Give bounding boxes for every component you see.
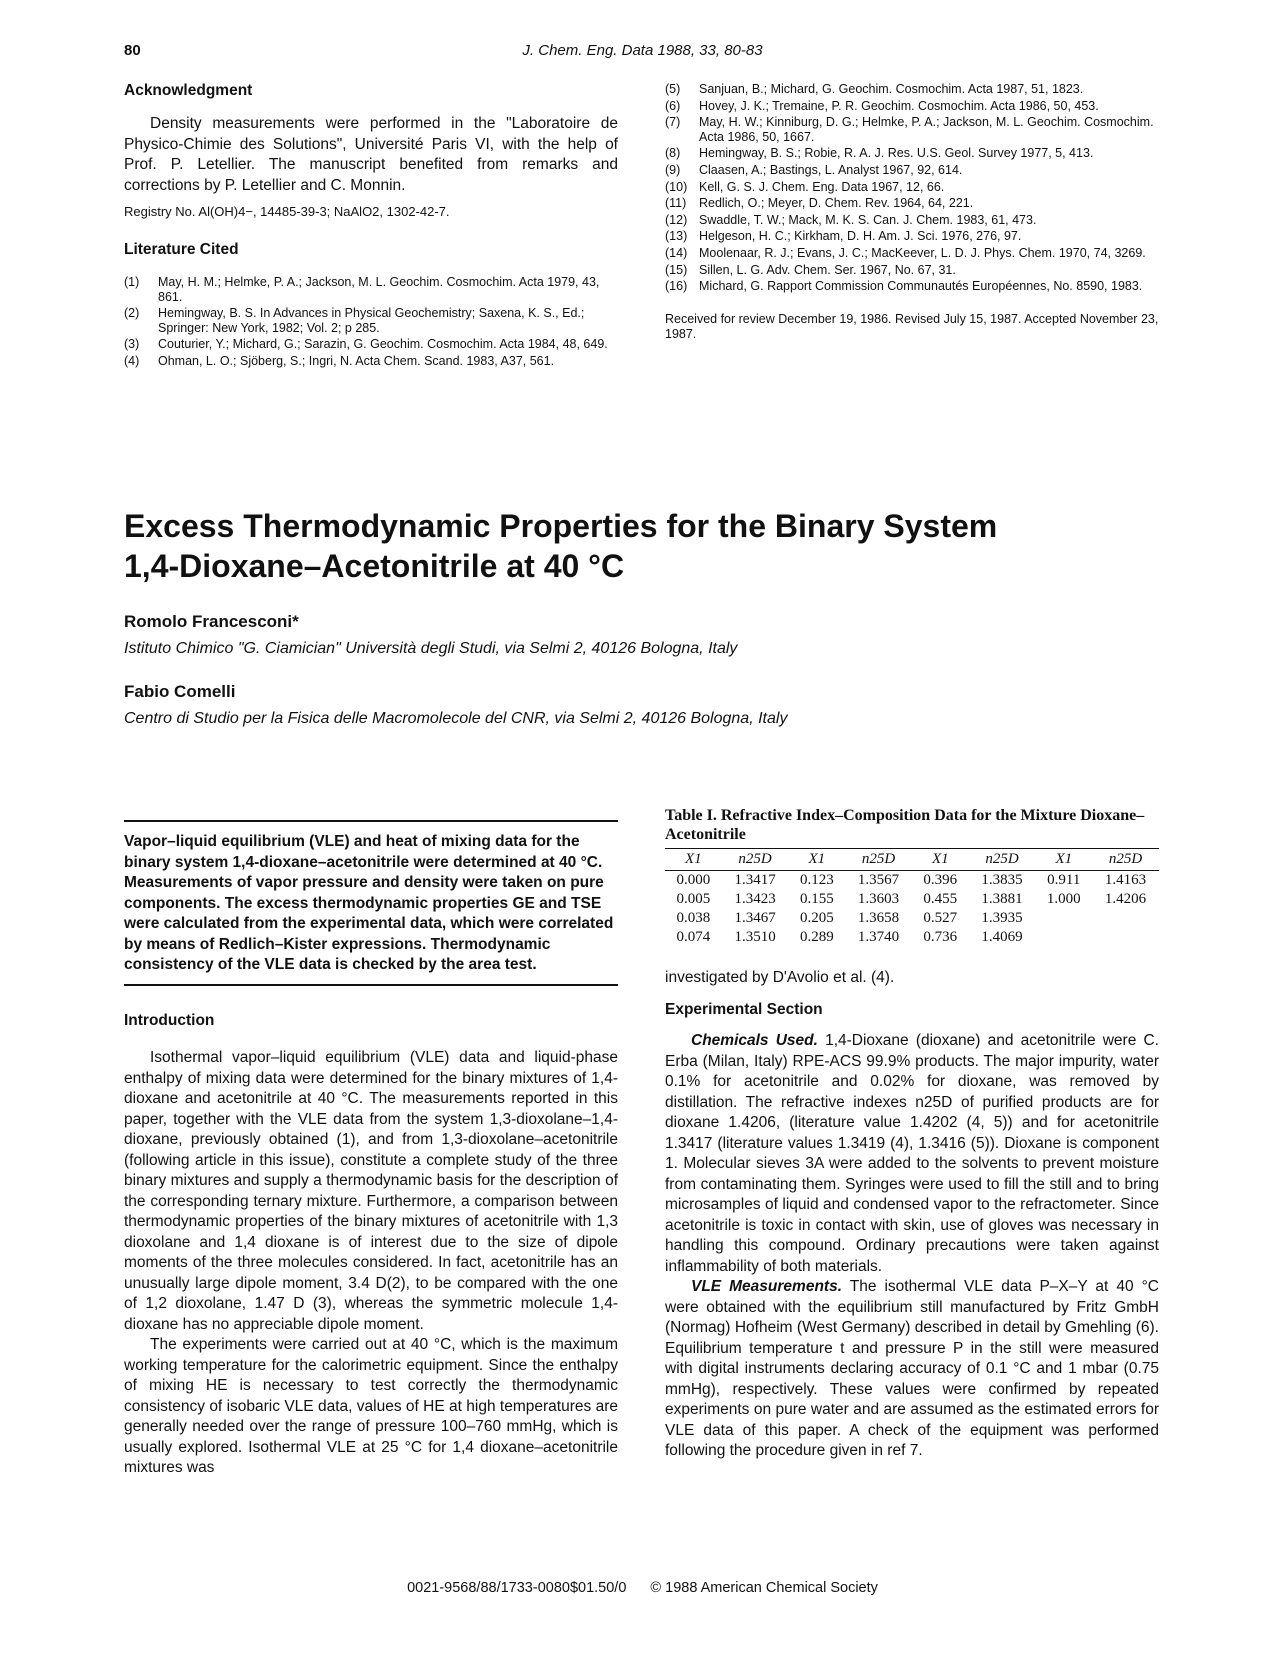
- author-2: Fabio Comelli: [124, 682, 236, 701]
- footer-copyright: © 1988 American Chemical Society: [650, 1580, 878, 1596]
- acknowledgment-text: Density measurements were performed in the "Laboratoire de Physico-Chimie des Solutions", Université Paris VI, with the help of Prof. P. Letellier. The manuscript benefited from remarks and corrections by P. Letellier and C. Monnin.: [124, 115, 618, 194]
- registry-numbers: Registry No. Al(OH)4−, 14485-39-3; NaAlO2, 1302-42-7.: [124, 204, 450, 219]
- reference-item: (7) May, H. W.; Kinniburg, D. G.; Helmke, P. A.; Jackson, M. L. Geochim. Cosmochim. Acta 1986, 50, 1667.: [665, 115, 1154, 144]
- table-header-cell: n25D: [722, 849, 789, 871]
- title-line-1: Excess Thermodynamic Properties for the Binary System: [124, 508, 998, 544]
- page-number: 80: [124, 42, 141, 59]
- reference-item: (14) Moolenaar, R. J.; Evans, J. C.; MacKeever, L. D. J. Phys. Chem. 1970, 74, 3269.: [665, 245, 1146, 260]
- reference-item: (8) Hemingway, B. S.; Robie, R. A. J. Res. U.S. Geol. Survey 1977, 5, 413.: [665, 146, 1094, 161]
- table-header-cell: n25D: [969, 849, 1036, 871]
- experimental-heading: Experimental Section: [665, 1001, 823, 1018]
- title-line-2: 1,4-Dioxane–Acetonitrile at 40 °C: [124, 548, 625, 584]
- acknowledgment-section: [124, 82, 618, 371]
- table-section: [665, 806, 1159, 1462]
- author-block: [124, 612, 1174, 728]
- reference-item: (10) Kell, G. S. J. Chem. Eng. Data 1967, 12, 66.: [665, 179, 945, 194]
- reference-item: (15) Sillen, L. G. Adv. Chem. Ser. 1967, No. 67, 31.: [665, 262, 956, 277]
- table-header-cell: n25D: [1092, 849, 1159, 871]
- affiliation-2: Centro di Studio per la Fisica delle Macromolecole del CNR, via Selmi 2, 40126 Bologna, Italy: [124, 710, 788, 727]
- introduction-heading: Introduction: [124, 1012, 215, 1029]
- literature-heading: Literature Cited: [124, 241, 239, 258]
- reference-item: (12) Swaddle, T. W.; Mack, M. K. S. Can. J. Chem. 1983, 61, 473.: [665, 212, 1037, 227]
- table-row: 0.000 1.3417 0.123 1.3567 0.396 1.3835 0.911 1.4163: [676, 872, 1147, 888]
- journal-citation: J. Chem. Eng. Data 1988, 33, 80-83: [522, 42, 763, 59]
- vle-paragraph: [665, 1277, 1159, 1462]
- reference-item: (11) Redlich, O.; Meyer, D. Chem. Rev. 1964, 64, 221.: [665, 196, 974, 211]
- table-header-cell: X1: [788, 849, 845, 871]
- table-header-cell: X1: [912, 849, 969, 871]
- table-row: 0.038 1.3467 0.205 1.3658 0.527 1.3935: [676, 910, 1023, 926]
- reference-item: (5) Sanjuan, B.; Michard, G. Geochim. Cosmochim. Acta 1987, 51, 1823.: [665, 82, 1084, 96]
- chemicals-paragraph: [665, 1031, 1159, 1277]
- reference-column-right: [665, 82, 1159, 342]
- table-header-cell: n25D: [845, 849, 912, 871]
- affiliation-1: Istituto Chimico "G. Ciamician" Università degli Studi, via Selmi 2, 40126 Bologna, Italy: [124, 640, 738, 657]
- refractive-index-table: [665, 848, 1159, 947]
- table-header-row: [665, 849, 1159, 871]
- investigated-line: investigated by D'Avolio et al. (4).: [665, 969, 895, 986]
- table-row: 0.074 1.3510 0.289 1.3740 0.736 1.4069: [676, 929, 1023, 945]
- table-header-cell: X1: [1035, 849, 1092, 871]
- received-dates: Received for review December 19, 1986. Revised July 15, 1987. Accepted November 23, 1987.: [665, 311, 1159, 341]
- introduction-section: [124, 1012, 618, 1479]
- introduction-paragraph-2: The experiments were carried out at 40 °C, which is the maximum working temperature for the calorimetric equipment. Since the enthalpy of mixing HE is necessary to test correctly the thermodynamic consistency of isobaric VLE data, values of HE at high temperatures are generally needed over the range of pressure 100–760 mmHg, which is usually explored. Isothermal VLE at 25 °C for 1,4 dioxane–acetonitrile mixtures was: [124, 1336, 618, 1476]
- reference-item: (1) May, H. M.; Helmke, P. A.; Jackson, M. L. Geochim. Cosmochim. Acta 1979, 43, 861.: [124, 275, 600, 304]
- table-title: Table I. Refractive Index–Composition Data for the Mixture Dioxane–Acetonitrile: [665, 807, 1145, 843]
- reference-item: (9) Claasen, A.; Bastings, L. Analyst 1967, 92, 614.: [665, 162, 963, 177]
- page-footer: [0, 1580, 1285, 1596]
- reference-item: (6) Hovey, J. K.; Tremaine, P. R. Geochim. Cosmochim. Acta 1986, 50, 453.: [665, 98, 1099, 113]
- reference-item: (3) Couturier, Y.; Michard, G.; Sarazin, G. Geochim. Cosmochim. Acta 1984, 48, 649.: [124, 337, 608, 352]
- article-title: [124, 506, 1174, 586]
- chemicals-text: 1,4-Dioxane (dioxane) and acetonitrile were C. Erba (Milan, Italy) RPE-ACS 99.9% products. The major impurity, water 0.1% for acetonitrile and 0.02% for dioxane, was removed by distillation. The refractive indexes n25D of purified products are for dioxane 1.4206, (literature value 1.4202 (4, 5)) and for acetonitrile 1.3417 (literature values 1.3419 (4), 1.3416 (5)). Dioxane is component 1. Molecular sieves 3A were added to the solvents to prevent moisture from contaminating them. Syringes were used to fill the still and to bring microsamples of liquid and condensed vapor to the refractometer. Since acetonitrile is toxic in contact with skin, use of gloves was necessary in handling this compound. Ordinary precautions were taken against inflammability of both materials.: [665, 1032, 1159, 1275]
- reference-item: (13) Helgeson, H. C.; Kirkham, D. H. Am. J. Sci. 1976, 276, 97.: [665, 229, 1022, 244]
- reference-item: (16) Michard, G. Rapport Commission Communautés Européennes, No. 8590, 1983.: [665, 279, 1143, 294]
- introduction-paragraph-1: Isothermal vapor–liquid equilibrium (VLE) data and liquid-phase enthalpy of mixing data were determined for the binary mixtures of 1,4-dioxane and acetonitrile at 40 °C. The measurements reported in this paper, together with the VLE data from the system 1,3-dioxolane–1,4-dioxane, previously obtained (1), and from 1,3-dioxolane–acetonitrile (following article in this issue), constitute a complete study of the three binary mixtures and supply a thermodynamic basis for the description of the corresponding ternary mixture. Furthermore, a comparison between thermodynamic properties of the binary mixtures of acetonitrile with 1,3 dioxolane and 1,4 dioxane is of interest due to the size of dipole moments of the three molecules considered. In fact, acetonitrile has an unusually large dipole moment, 3.4 D(2), to be compared with the one of 1,2 dioxolane, 1.47 D (3), whereas the symmetric molecule 1,4-dioxane has no appreciable dipole moment.: [124, 1049, 618, 1333]
- vle-lead: VLE Measurements.: [691, 1278, 843, 1295]
- vle-text: The isothermal VLE data P–X–Y at 40 °C were obtained with the equilibrium still manufactured by Fritz GmbH (Normag) Hofheim (West Germany) described in detail by Gmehling (6). Equilibrium temperature t and pressure P in the still were measured with digital instruments declaring accuracy of 0.1 °C and 1 mbar (0.75 mmHg), respectively. These values were confirmed by repeated experiments on pure water and are assumed as the estimated errors for VLE data of this paper. A check of the equipment was performed following the procedure given in ref 7.: [665, 1278, 1159, 1459]
- table-row: 0.005 1.3423 0.155 1.3603 0.455 1.3881 1.000 1.4206: [676, 891, 1147, 907]
- abstract: Vapor–liquid equilibrium (VLE) and heat of mixing data for the binary system 1,4-dioxane–acetonitrile were determined at 40 °C. Measurements of vapor pressure and density were taken on pure components. The excess thermodynamic properties GE and TSE were calculated from the experimental data, which were correlated by means of Redlich–Kister expressions. Thermodynamic consistency of the VLE data is checked by the area test.: [124, 820, 618, 986]
- acknowledgment-heading: Acknowledgment: [124, 82, 253, 99]
- table-header-cell: X1: [665, 849, 722, 871]
- reference-list-right: [665, 82, 1159, 294]
- reference-item: (2) Hemingway, B. S. In Advances in Physical Geochemistry; Saxena, K. S., Ed.; Springer: New York, 1982; Vol. 2; p 285.: [124, 306, 585, 335]
- footer-code: 0021-9568/88/1733-0080$01.50/0: [407, 1580, 627, 1596]
- chemicals-lead: Chemicals Used.: [691, 1032, 818, 1049]
- reference-list-left: [124, 275, 618, 369]
- author-1: Romolo Francesconi*: [124, 612, 299, 631]
- reference-item: (4) Ohman, L. O.; Sjöberg, S.; Ingri, N. Acta Chem. Scand. 1983, A37, 561.: [124, 353, 555, 368]
